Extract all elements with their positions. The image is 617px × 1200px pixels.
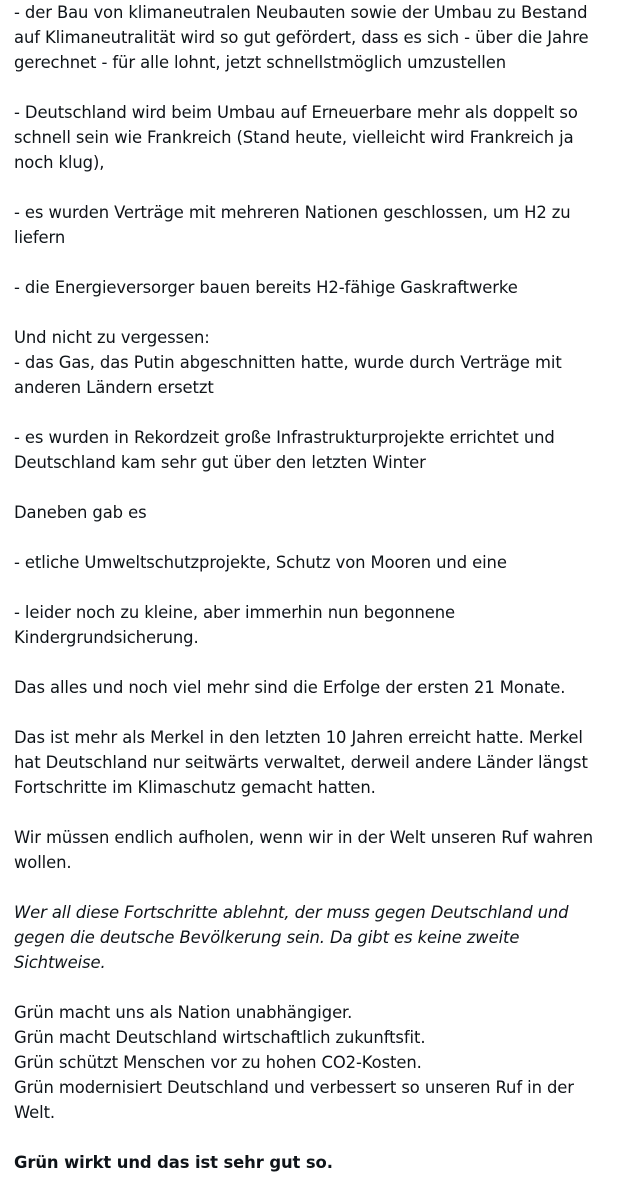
paragraph-gap xyxy=(14,475,603,500)
paragraph-gap xyxy=(14,300,603,325)
paragraph-gap xyxy=(14,525,603,550)
paragraph-gruen-list: Grün macht uns als Nation unabhängiger. Grün macht Deutschland wirtschaftlich zukunftsfit. Grün schützt Menschen vor zu hohen CO2-Kosten. Grün modernisiert Deutschland und verbessert so unseren Ruf in der Welt. xyxy=(14,1003,574,1122)
paragraph-gap xyxy=(14,250,603,275)
paragraph-gap xyxy=(14,1125,603,1150)
paragraph-erfolge: Das alles und noch viel mehr sind die Erfolge der ersten 21 Monate. xyxy=(14,678,566,697)
paragraph-umweltschutz: - etliche Umweltschutzprojekte, Schutz von Mooren und eine xyxy=(14,553,507,572)
paragraph-infrastruktur: - es wurden in Rekordzeit große Infrastrukturprojekte errichtet und Deutschland kam sehr gut über den letzten Winter xyxy=(14,428,560,472)
paragraph-kindergrundsicherung: - leider noch zu kleine, aber immerhin nun begonnene Kindergrundsicherung. xyxy=(14,603,461,647)
paragraph-gap xyxy=(14,400,603,425)
paragraph-gap xyxy=(14,75,603,100)
paragraph-merkel: Das ist mehr als Merkel in den letzten 10 Jahren erreicht hatte. Merkel hat Deutschland nur seitwärts verwaltet, derweil andere Länder längst Fortschritte im Klimaschutz gemacht hatten. xyxy=(14,728,593,797)
paragraph-aufholen: Wir müssen endlich aufholen, wenn wir in der Welt unseren Ruf wahren wollen. xyxy=(14,828,599,872)
paragraph-gaskraftwerke: - die Energieversorger bauen bereits H2-fähige Gaskraftwerke xyxy=(14,278,518,297)
paragraph-gap xyxy=(14,575,603,600)
paragraph-gap xyxy=(14,650,603,675)
paragraph-gap xyxy=(14,700,603,725)
paragraph-daneben: Daneben gab es xyxy=(14,503,147,522)
paragraph-erneuerbare: - Deutschland wird beim Umbau auf Erneuerbare mehr als doppelt so schnell sein wie Frankreich (Stand heute, vielleicht wird Frankreich ja noch klug), xyxy=(14,103,583,172)
paragraph-gap xyxy=(14,175,603,200)
paragraph-gap xyxy=(14,800,603,825)
paragraph-neubauten: - der Bau von klimaneutralen Neubauten sowie der Umbau zu Bestand auf Klimaneutralität wird so gut gefördert, dass es sich - über die Jahre gerechnet - für alle lohnt, jetzt schnellstmöglich umzustellen xyxy=(14,3,594,72)
paragraph-bold-closing: Grün wirkt und das ist sehr gut so. xyxy=(14,1153,333,1172)
paragraph-gap xyxy=(14,975,603,1000)
paragraph-italic-statement: Wer all diese Fortschritte ablehnt, der muss gegen Deutschland und gegen die deutsche Bevölkerung sein. Da gibt es keine zweite Sichtweise. xyxy=(14,903,574,972)
paragraph-gap xyxy=(14,875,603,900)
paragraph-gas-ersetzt: Und nicht zu vergessen: - das Gas, das Putin abgeschnitten hatte, wurde durch Verträge mit anderen Ländern ersetzt xyxy=(14,328,562,397)
paragraph-h2-vertraege: - es wurden Verträge mit mehreren Nationen geschlossen, um H2 zu liefern xyxy=(14,203,576,247)
